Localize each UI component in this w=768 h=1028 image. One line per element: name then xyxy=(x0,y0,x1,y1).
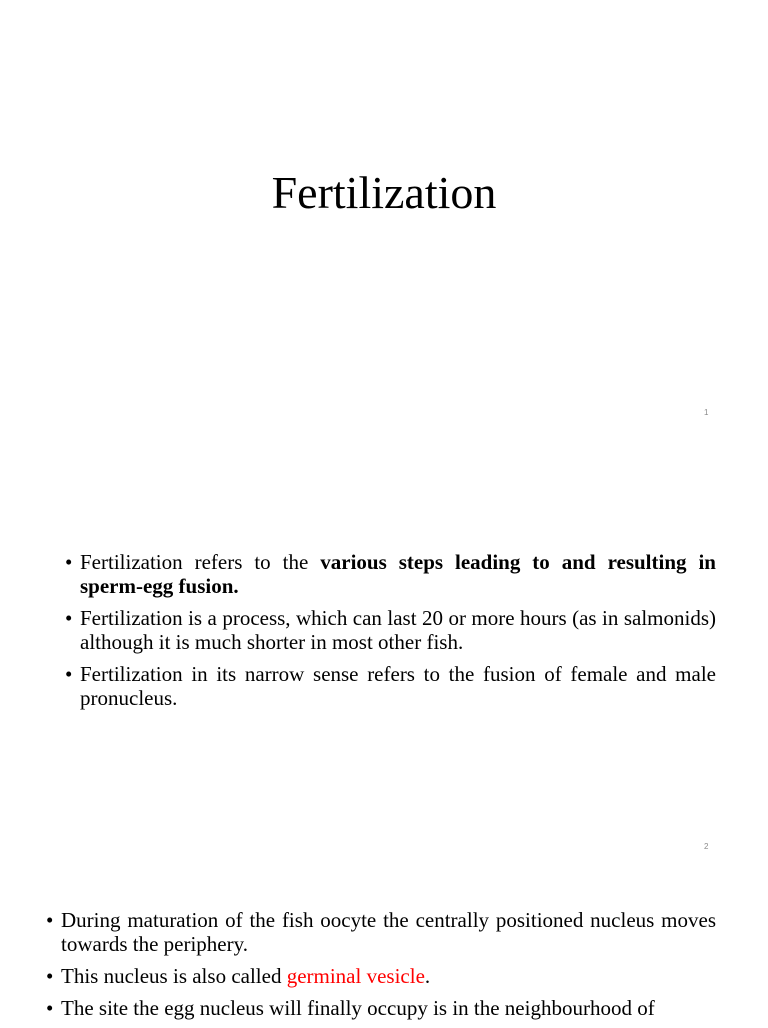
bullet-item xyxy=(46,908,716,956)
bullet-text-end: . xyxy=(424,964,431,988)
bullet-text: Fertilization in its narrow sense refers to the fusion of female and male pronucleus. xyxy=(80,662,716,710)
bullet-text: Fertilization is a process, which can last 20 or more hours (as in salmonids) although it is much shorter in most other fish. xyxy=(80,606,716,654)
bullet-item xyxy=(65,662,716,710)
bullet-text: The site the egg nucleus will finally occupy is in the neighbourhood of xyxy=(61,996,655,1020)
bullet-bold-text: various steps leading to and resulting in sperm-egg fusion. xyxy=(80,550,716,598)
highlighted-term: germinal vesicle xyxy=(286,964,425,988)
bullet-marker: • xyxy=(46,996,54,1020)
bullet-text: This nucleus is also called xyxy=(61,964,287,988)
slide-title: Fertilization xyxy=(271,167,497,218)
bullet-item xyxy=(46,964,716,988)
bullet-text: Fertilization refers to the xyxy=(80,550,321,574)
bullet-marker: • xyxy=(65,662,73,686)
bullet-marker: • xyxy=(46,908,54,932)
bullet-text: During maturation of the fish oocyte the centrally positioned nucleus moves towards the periphery. xyxy=(61,908,716,956)
bullet-marker: • xyxy=(65,550,73,574)
bullet-marker: • xyxy=(46,964,54,988)
page-number-2: 2 xyxy=(704,842,709,851)
page-number-1: 1 xyxy=(704,408,709,417)
bullet-item xyxy=(46,996,716,1020)
slide-3-bullet-list xyxy=(46,908,716,1028)
bullet-marker: • xyxy=(65,606,73,630)
bullet-item xyxy=(65,606,716,654)
slide-2-bullet-list xyxy=(65,550,716,718)
bullet-item xyxy=(65,550,716,598)
